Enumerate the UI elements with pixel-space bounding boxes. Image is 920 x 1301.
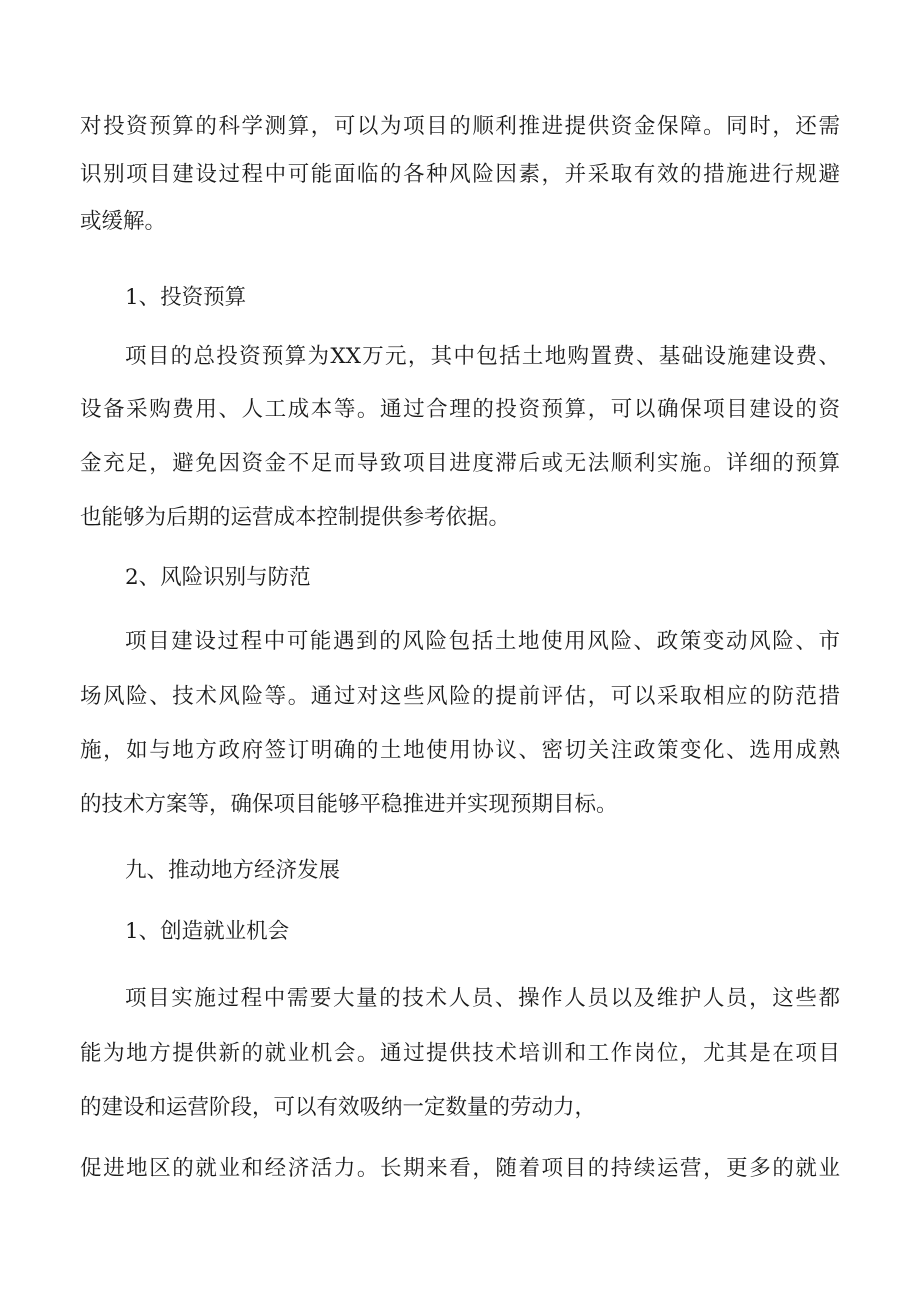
chapter-heading-local-economy: 九、推动地方经济发展 [125,858,341,883]
paragraph-line: 或缓解。 [80,209,167,234]
paragraph-line: 场风险、技术风险等。通过对这些风险的提前评估，可以采取相应的防范措 [80,684,840,709]
section-heading-risk: 2、风险识别与防范 [125,565,311,590]
paragraph-line: 项目建设过程中可能遇到的风险包括土地使用风险、政策变动风险、市 [125,629,840,654]
paragraph-line: 对投资预算的科学测算，可以为项目的顺利推进提供资金保障。同时，还需 [80,114,840,139]
paragraph-line: 项目实施过程中需要大量的技术人员、操作人员以及维护人员，这些都 [125,986,840,1011]
section-heading-investment-budget: 1、投资预算 [125,285,247,310]
paragraph-line: 项目的总投资预算为XX万元，其中包括土地购置费、基础设施建设费、 [125,344,840,369]
paragraph-line: 能为地方提供新的就业机会。通过提供技术培训和工作岗位，尤其是在项目 [80,1041,840,1066]
paragraph-line: 也能够为后期的运营成本控制提供参考依据。 [80,505,511,530]
section-heading-employment: 1、创造就业机会 [125,919,290,944]
paragraph-line: 设备采购费用、人工成本等。通过合理的投资预算，可以确保项目建设的资 [80,397,840,422]
paragraph-line: 促进地区的就业和经济活力。长期来看，随着项目的持续运营，更多的就业 [80,1156,840,1181]
paragraph-line: 的技术方案等，确保项目能够平稳推进并实现预期目标。 [80,792,618,817]
paragraph-line: 金充足，避免因资金不足而导致项目进度滞后或无法顺利实施。详细的预算 [80,451,840,476]
paragraph-line: 识别项目建设过程中可能面临的各种风险因素，并采取有效的措施进行规避 [80,162,840,187]
paragraph-line: 施，如与地方政府签订明确的土地使用协议、密切关注政策变化、选用成熟 [80,738,840,763]
paragraph-line: 的建设和运营阶段，可以有效吸纳一定数量的劳动力， [80,1095,597,1120]
